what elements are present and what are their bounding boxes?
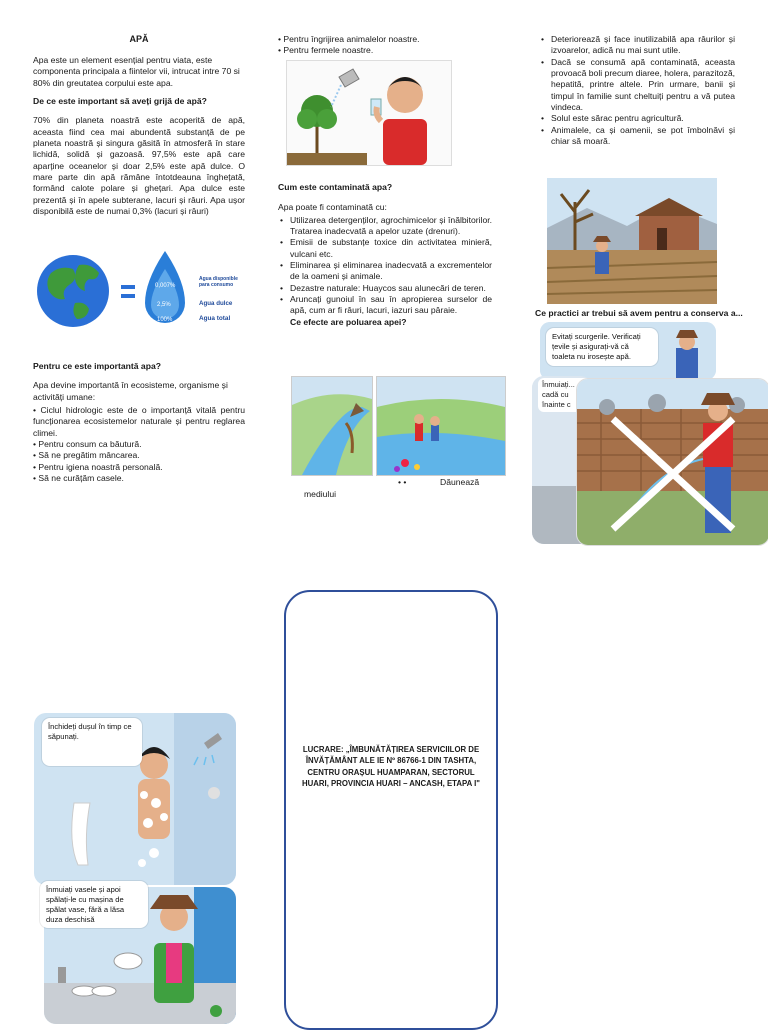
man-hose-crossed-out-icon — [577, 379, 768, 545]
list-item-text: Pentru îngrijirea animalelor noastre. — [283, 34, 420, 44]
column-1 — [33, 34, 245, 224]
heading-why-important: Pentru ce este importantă apa? — [33, 361, 161, 371]
column-2-middle — [278, 182, 492, 328]
list-item: • Dezastre naturale: Huaycos sau alunecări de teren. — [290, 283, 492, 294]
heading-practices: Ce practici ar trebui să avem pentru a conserva a... — [535, 308, 743, 318]
drinking-water-illustration — [286, 60, 452, 166]
speech-bubble-shower: Închideți dușul în timp ce săpunați. — [42, 718, 142, 766]
dry-land-illustration — [547, 178, 717, 304]
pct-fresh: 2,5% — [157, 302, 171, 308]
cover-panel-frame — [284, 590, 498, 1030]
list-item: • Emisii de substanțe toxice din activitatea minieră, vulcani etc. — [290, 237, 492, 260]
water-infographic — [33, 245, 245, 337]
bubble-soak-line1: Înmuiați... — [542, 380, 575, 389]
list-item: • Pentru consum ca băutură. — [33, 439, 142, 450]
bubble-soak-line2: cadă cu — [542, 389, 569, 399]
effects-list — [537, 34, 735, 147]
label-total: Agua total — [199, 315, 231, 322]
list-item: • Dacă se consumă apă contaminată, aceasta provoacă boli precum diaree, holera, parazitoză, hepatită, printre altele. Prin urmare, banii și timpul în familie sunt cheltuiți pentru a vă putea vindeca. — [551, 57, 735, 114]
practice-wasting-water-illustration — [576, 378, 768, 546]
paragraph-importance: Apa devine importantă în ecosisteme, organisme și activități umane: — [33, 380, 228, 402]
list-item: • Solul este sărac pentru agricultură. — [551, 113, 735, 124]
river-pollution-illustration-1 — [291, 376, 373, 476]
paragraph-contaminated-with: Apa poate fi contaminată cu: — [278, 202, 387, 213]
boy-drinking-icon — [287, 61, 451, 165]
list-item: • Deteriorează și face inutilizabilă apa râurilor și izvoarelor, adică nu mai sunt utile. — [551, 34, 735, 57]
list-item: • Pentru îngrijirea animalelor noastre. — [278, 34, 420, 44]
list-item: • Animalele, ca și oamenii, se pot îmbolnăvi și chiar să moară. — [551, 125, 735, 148]
column-3-top — [537, 34, 735, 147]
pollution-caption-harm: Dăunează — [440, 477, 480, 487]
heading-why-care: De ce este important să aveți grijă de apă? — [33, 95, 207, 106]
importance-list — [33, 405, 245, 484]
column-2-top — [278, 34, 500, 57]
bubble-soak-line3: înainte c — [542, 399, 571, 409]
contamination-list — [278, 215, 492, 317]
cover-project-title: LUCRARE: „ÎMBUNĂTĂȚIREA SERVICIILOR DE ÎNVĂȚĂMÂNT ALE IE Nº 86766-1 DIN TASHTA, CENTRU ORAȘUL HUAMPARAN, SECTORUL HUARI, PROVINCIA HUARI – ANCASH, ETAPA I" — [302, 745, 480, 788]
list-item: • Utilizarea detergenților, agrochimicelor și înălbitorilor. Tratarea inadecvată a apelor uzate (drenuri). — [290, 215, 492, 238]
farmer-dry-soil-icon — [547, 178, 717, 304]
heading-contamination: Cum este contaminată apa? — [278, 182, 393, 192]
heading-pollution-effects: Ce efecte are poluarea apei? — [290, 316, 407, 327]
speech-bubble-leaks: Evitați scurgerile. Verificați țevile și asigurați-vă că toaleta nu irosește apă. — [546, 328, 658, 366]
list-item: • Pentru fermele noastre. — [278, 45, 374, 56]
paragraph-water-facts: 70% din planeta noastră este acoperită de apă, aceasta fiind cea mai abundentă substanță de pe planeta noastră și singura găsită în atmosferă în stare lichidă, solidă și gazoasă. 97,5% este apă care aparține oceanelor și doar 2,5% este apă dulce. O mare parte din apă rămâne întotdeauna înghețată, formând calote polare și ghețari. Apa dulce este prezentă și în apele subterane, lacuri și râuri. Apa ușor disponibilă este de numai 0,3% (lacuri și râuri) — [33, 115, 245, 216]
list-item: • Ciclul hidrologic este de o importanță vitală pentru funcționarea ecosistemelor naturale și pentru reglarea climei. — [33, 405, 245, 438]
pct-total: 100% — [157, 317, 173, 323]
list-item: • Eliminarea și eliminarea inadecvată a excrementelor de la oameni și animale. — [290, 260, 492, 283]
list-item: • Aruncați gunoiul în sau în apropierea surselor de apă, cum ar fi râuri, lacuri, iazuri sau pâraie. — [290, 294, 492, 317]
pollution-caption-environment: mediului — [304, 489, 337, 499]
list-item-text: Pentru fermele noastre. — [283, 45, 374, 56]
people-dumping-trash-icon — [377, 377, 505, 475]
intro-paragraph: Apa este un element esențial pentru viata, este componenta principala a fiintelor vii, intrucat intre 70 si 80% din greutatea corpului este apa. — [33, 54, 240, 88]
speech-bubble-dishes: Înmuiați vasele și apoi spălați-le cu mașina de spălat vase, fără a lăsa duza deschisă — [40, 881, 148, 928]
list-item: • Să ne curățăm casele. — [33, 473, 124, 484]
pollution-caption-bullets: • • — [398, 477, 407, 487]
list-item: • Pentru igiena noastră personală. — [33, 461, 163, 472]
list-item: • Să ne pregătim mâncarea. — [33, 450, 140, 461]
river-pollution-illustration-2 — [376, 376, 506, 476]
label-fresh: Agua dulce — [199, 300, 233, 307]
pct-available: 0,007% — [155, 283, 176, 289]
page-title: APĂ — [129, 34, 149, 44]
polluted-river-icon — [292, 377, 372, 475]
column-1-lower — [33, 361, 245, 484]
label-available: Agua disponible para consumo — [199, 276, 238, 288]
